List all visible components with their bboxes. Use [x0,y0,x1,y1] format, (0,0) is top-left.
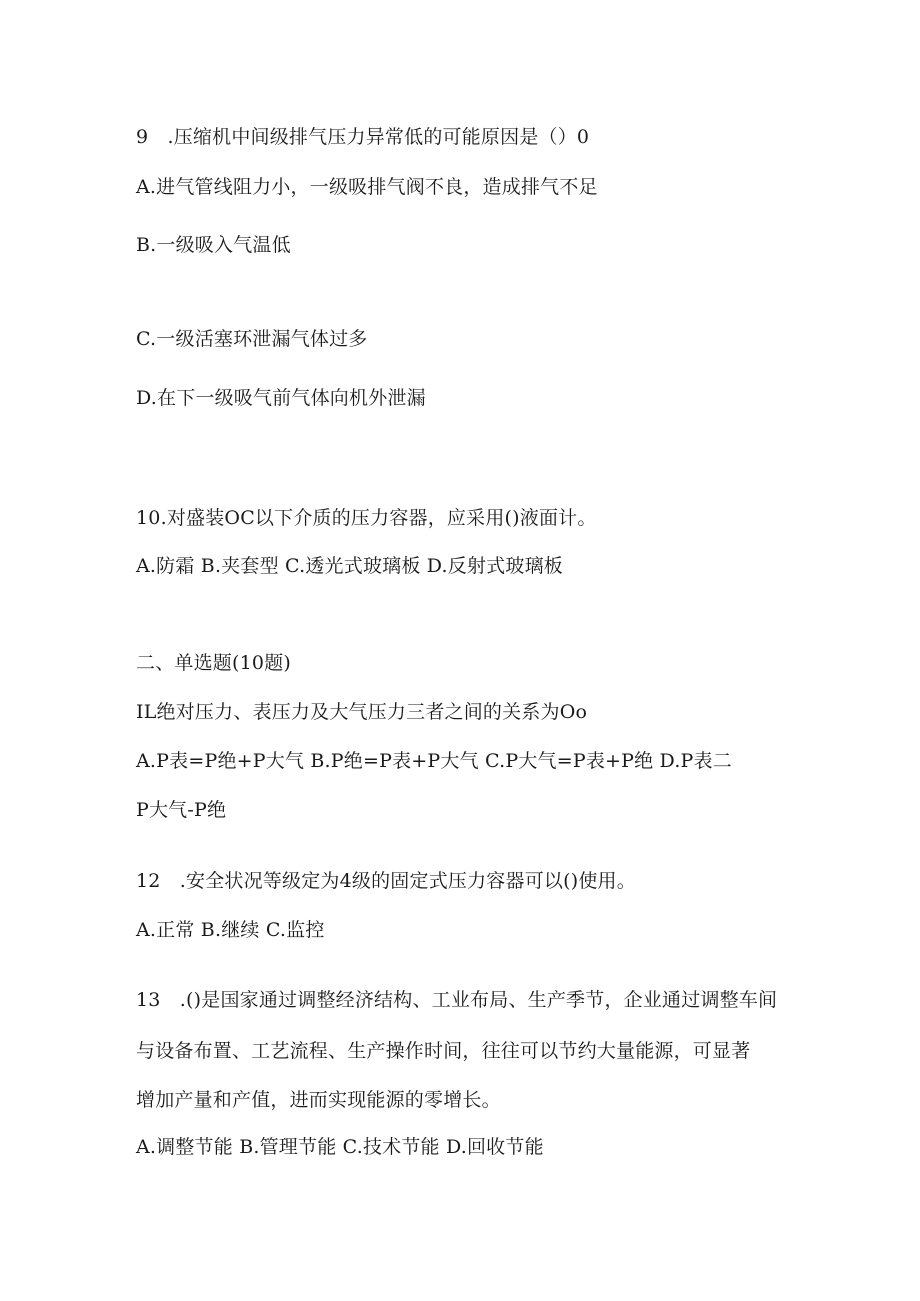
question-13-stem-line-3: 增加产量和产值，进而实现能源的零增长。 [136,1089,501,1111]
section-heading: 二、单选题(10题) [136,652,292,674]
question-11-options-line-2: P大气-P绝 [136,799,227,821]
question-9-option-d: D.在下一级吸气前气体向机外泄漏 [136,387,426,409]
question-10-stem: 10.对盛装OC以下介质的压力容器，应采用()液面计。 [136,507,597,529]
question-13-stem-line-2: 与设备布置、工艺流程、生产操作时间，往往可以节约大量能源，可显著 [136,1040,751,1062]
question-9-option-c: C.一级活塞环泄漏气体过多 [136,328,368,350]
question-11-stem: IL绝对压力、表压力及大气压力三者之间的关系为Oo [136,701,588,723]
question-9-option-a: A.进气管线阻力小，一级吸排气阀不良，造成排气不足 [136,176,598,198]
question-11-options-line-1: A.P表=P绝+P大气 B.P绝=P表+P大气 C.P大气=P表+P绝 D.P表二 [136,750,732,772]
question-13-options: A.调整节能 B.管理节能 C.技术节能 D.回收节能 [136,1136,544,1158]
question-13-stem-line-1: 13 .()是国家通过调整经济结构、工业布局、生产季节，企业通过调整车间 [136,989,778,1011]
question-12-options: A.正常 B.继续 C.监控 [136,919,325,941]
question-9-stem: 9 .压缩机中间级排气压力异常低的可能原因是（）0 [136,126,590,148]
question-9-option-b: B.一级吸入气温低 [136,234,291,256]
question-10-options: A.防霜 B.夹套型 C.透光式玻璃板 D.反射式玻璃板 [136,555,563,577]
question-12-stem: 12 .安全状况等级定为4级的固定式压力容器可以()使用。 [136,870,636,892]
